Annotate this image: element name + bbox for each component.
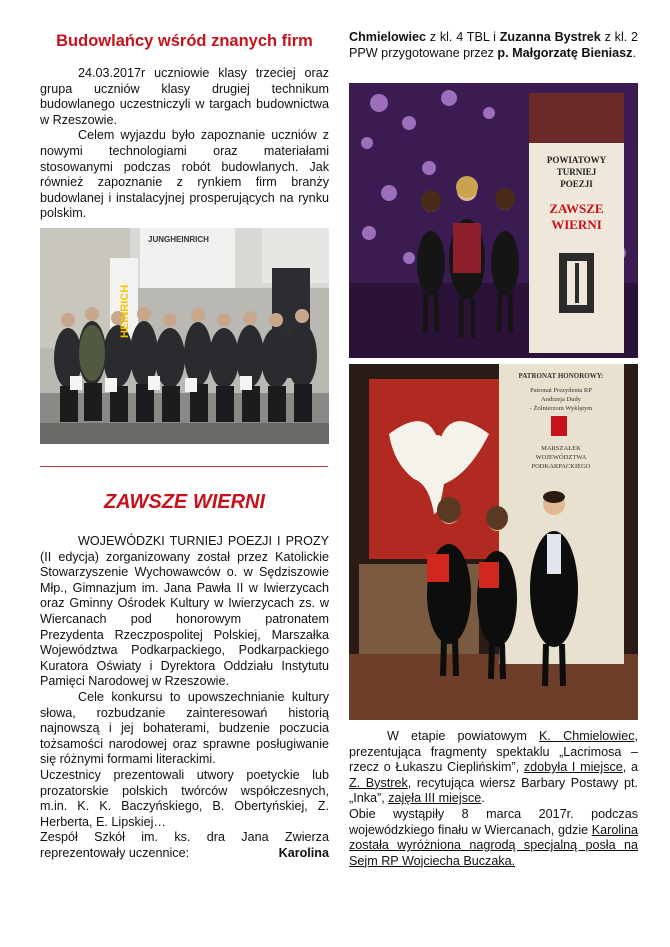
trade-sign-2: HEINRICH [119, 284, 131, 338]
student-surname-chmielowiec: Chmielowiec [349, 30, 426, 44]
coat-of-arms-icon [551, 416, 567, 436]
article2-paragraph-2: Cele konkursu to upowszechnianie kultury słowa, rozbudzanie zainteresowań historią najnowszą i jej bohaterami, budzenie poczucia tożsamości narodowej oraz sprawne posługiwanie się różnymi formami literackimi. [40, 689, 329, 767]
banner2-line5: WOJEWÓDZTWA [535, 454, 587, 461]
banner2-line1: Patronat Prezydenta RP [530, 387, 592, 394]
student-name-zuzanna: Zuzanna Bystrek [499, 30, 601, 44]
banner2-line4: MARSZAŁEK [541, 445, 581, 452]
class-info-2: z kl. 2 PPW przygotowane przez [349, 30, 639, 60]
final-paragraph [349, 807, 638, 869]
results-text-2: , prezentująca fragmenty spektaklu „Lacrimosa – rzecz o Łukaszu Cieplińskim”, [349, 729, 638, 775]
banner1-line2: TURNIEJ [556, 167, 597, 177]
article2-continuation [349, 30, 638, 61]
banner2-line3: - Żołnierzom Wyklętym [529, 405, 593, 412]
photo-award-ceremony [349, 364, 638, 720]
results-name-chmielowiec: K. Chmielowiec [539, 729, 635, 743]
period: . [632, 45, 636, 60]
results-text-1: W etapie powiatowym [387, 729, 527, 743]
article2-paragraph-3: Uczestnicy prezentowali utwory poetyckie lub prozatorskie polskich twórców współczesnych, m.in. K. K. Baczyńskiego, B. Obertyńskiej, Z. Herberta, E. Lipskiej… [40, 767, 329, 829]
banner2-line6: PODKARPACKIEGO [531, 463, 591, 470]
class-info-1: z kl. 4 TBL i [429, 30, 496, 44]
banner1-title1: ZAWSZE [549, 201, 604, 216]
article2-paragraph-4-start: Zespół Szkół im. ks. dra Jana Zwierza reprezentowały uczennice: [40, 830, 329, 860]
trade-sign-1: JUNGHEINRICH [148, 235, 209, 244]
banner2-line2: Andrzeja Dudy [541, 396, 581, 403]
photo-trade-fair-group [40, 228, 329, 444]
right-column-intro [349, 30, 638, 61]
final-text: Obie wystąpiły 8 marca 2017r. podczas wojewódzkiego finału w Wiercanach, gdzie [349, 806, 638, 837]
student-name-karolina: Karolina [278, 845, 329, 860]
banner1-title2: WIERNI [551, 217, 602, 232]
results-award-1: zdobyła I miejsce [523, 760, 623, 775]
right-column-results [349, 729, 638, 869]
results-text-3: , a [622, 760, 638, 775]
results-paragraph [349, 729, 638, 807]
banner1-line3: POEZJI [560, 179, 593, 189]
banner1-line1: POWIATOWY [546, 155, 607, 165]
left-column-article2 [40, 534, 329, 861]
article-title-budowlancy: Budowlańcy wśród znanych firm [56, 32, 313, 50]
article-title-zawsze-wierni: ZAWSZE WIERNI [103, 491, 266, 513]
diploma-folder-1 [427, 554, 449, 582]
left-column [40, 30, 329, 222]
teacher-name: p. Małgorzatę Bieniasz [497, 45, 633, 60]
results-text-5: . [481, 791, 485, 806]
article2-paragraph-1: WOJEWÓDZKI TURNIEJ POEZJI I PROZY (II edycja) zorganizowany został przez Katolickie Stowarzyszenie Wychowawców o. w Sędziszowie Młp., Gimnazjum im. Jana Pawła II w Iwierzycach oraz Gminny Ośrodek Kultury w Iwierzycach zs. w Wiercanach pod honorowym patronatem Prezydenta Rzeczpospolitej Polskiej, Marszałka Województwa Podkarpackiego, Podkarpackiego Kuratora Oświaty i Dyrektora Oddziału Instytutu Pamięci Narodowej w Rzeszowie. [40, 534, 329, 689]
results-name-bystrek: Z. Bystrek [349, 775, 408, 790]
article1-paragraph-2: Celem wyjazdu było zapoznanie uczniów z nowymi technologiami oraz materiałami stosowanymi podczas robót budowlanych. Jak również zapoznanie z rynkiem firm branży budowlanej i instalacyjnej prosperujących na rynku polskim. [40, 128, 329, 221]
banner2-head: PATRONAT HONOROWY: [518, 372, 604, 380]
photo-poetry-tournament-stage [349, 83, 638, 358]
anchor-symbol-icon [559, 253, 594, 313]
results-text-4: , recytująca wiersz Barbary Postawy pt. „Inka”, [349, 775, 638, 806]
diploma-folder-2 [479, 562, 499, 588]
article2-paragraph-4 [40, 830, 329, 861]
article1-paragraph-1: 24.03.2017r uczniowie klasy trzeciej oraz grupa uczniów klasy drugiej technikum budowlanego uczestniczyli w targach budownictwa w Rzeszowie. [40, 66, 329, 127]
results-award-2: zajęła III miejsce [388, 791, 482, 806]
final-award: Karolina została wyróżniona nagrodą specjalną posła na Sejm RP Wojciecha Buczaka. [349, 822, 638, 868]
section-divider [40, 466, 328, 467]
